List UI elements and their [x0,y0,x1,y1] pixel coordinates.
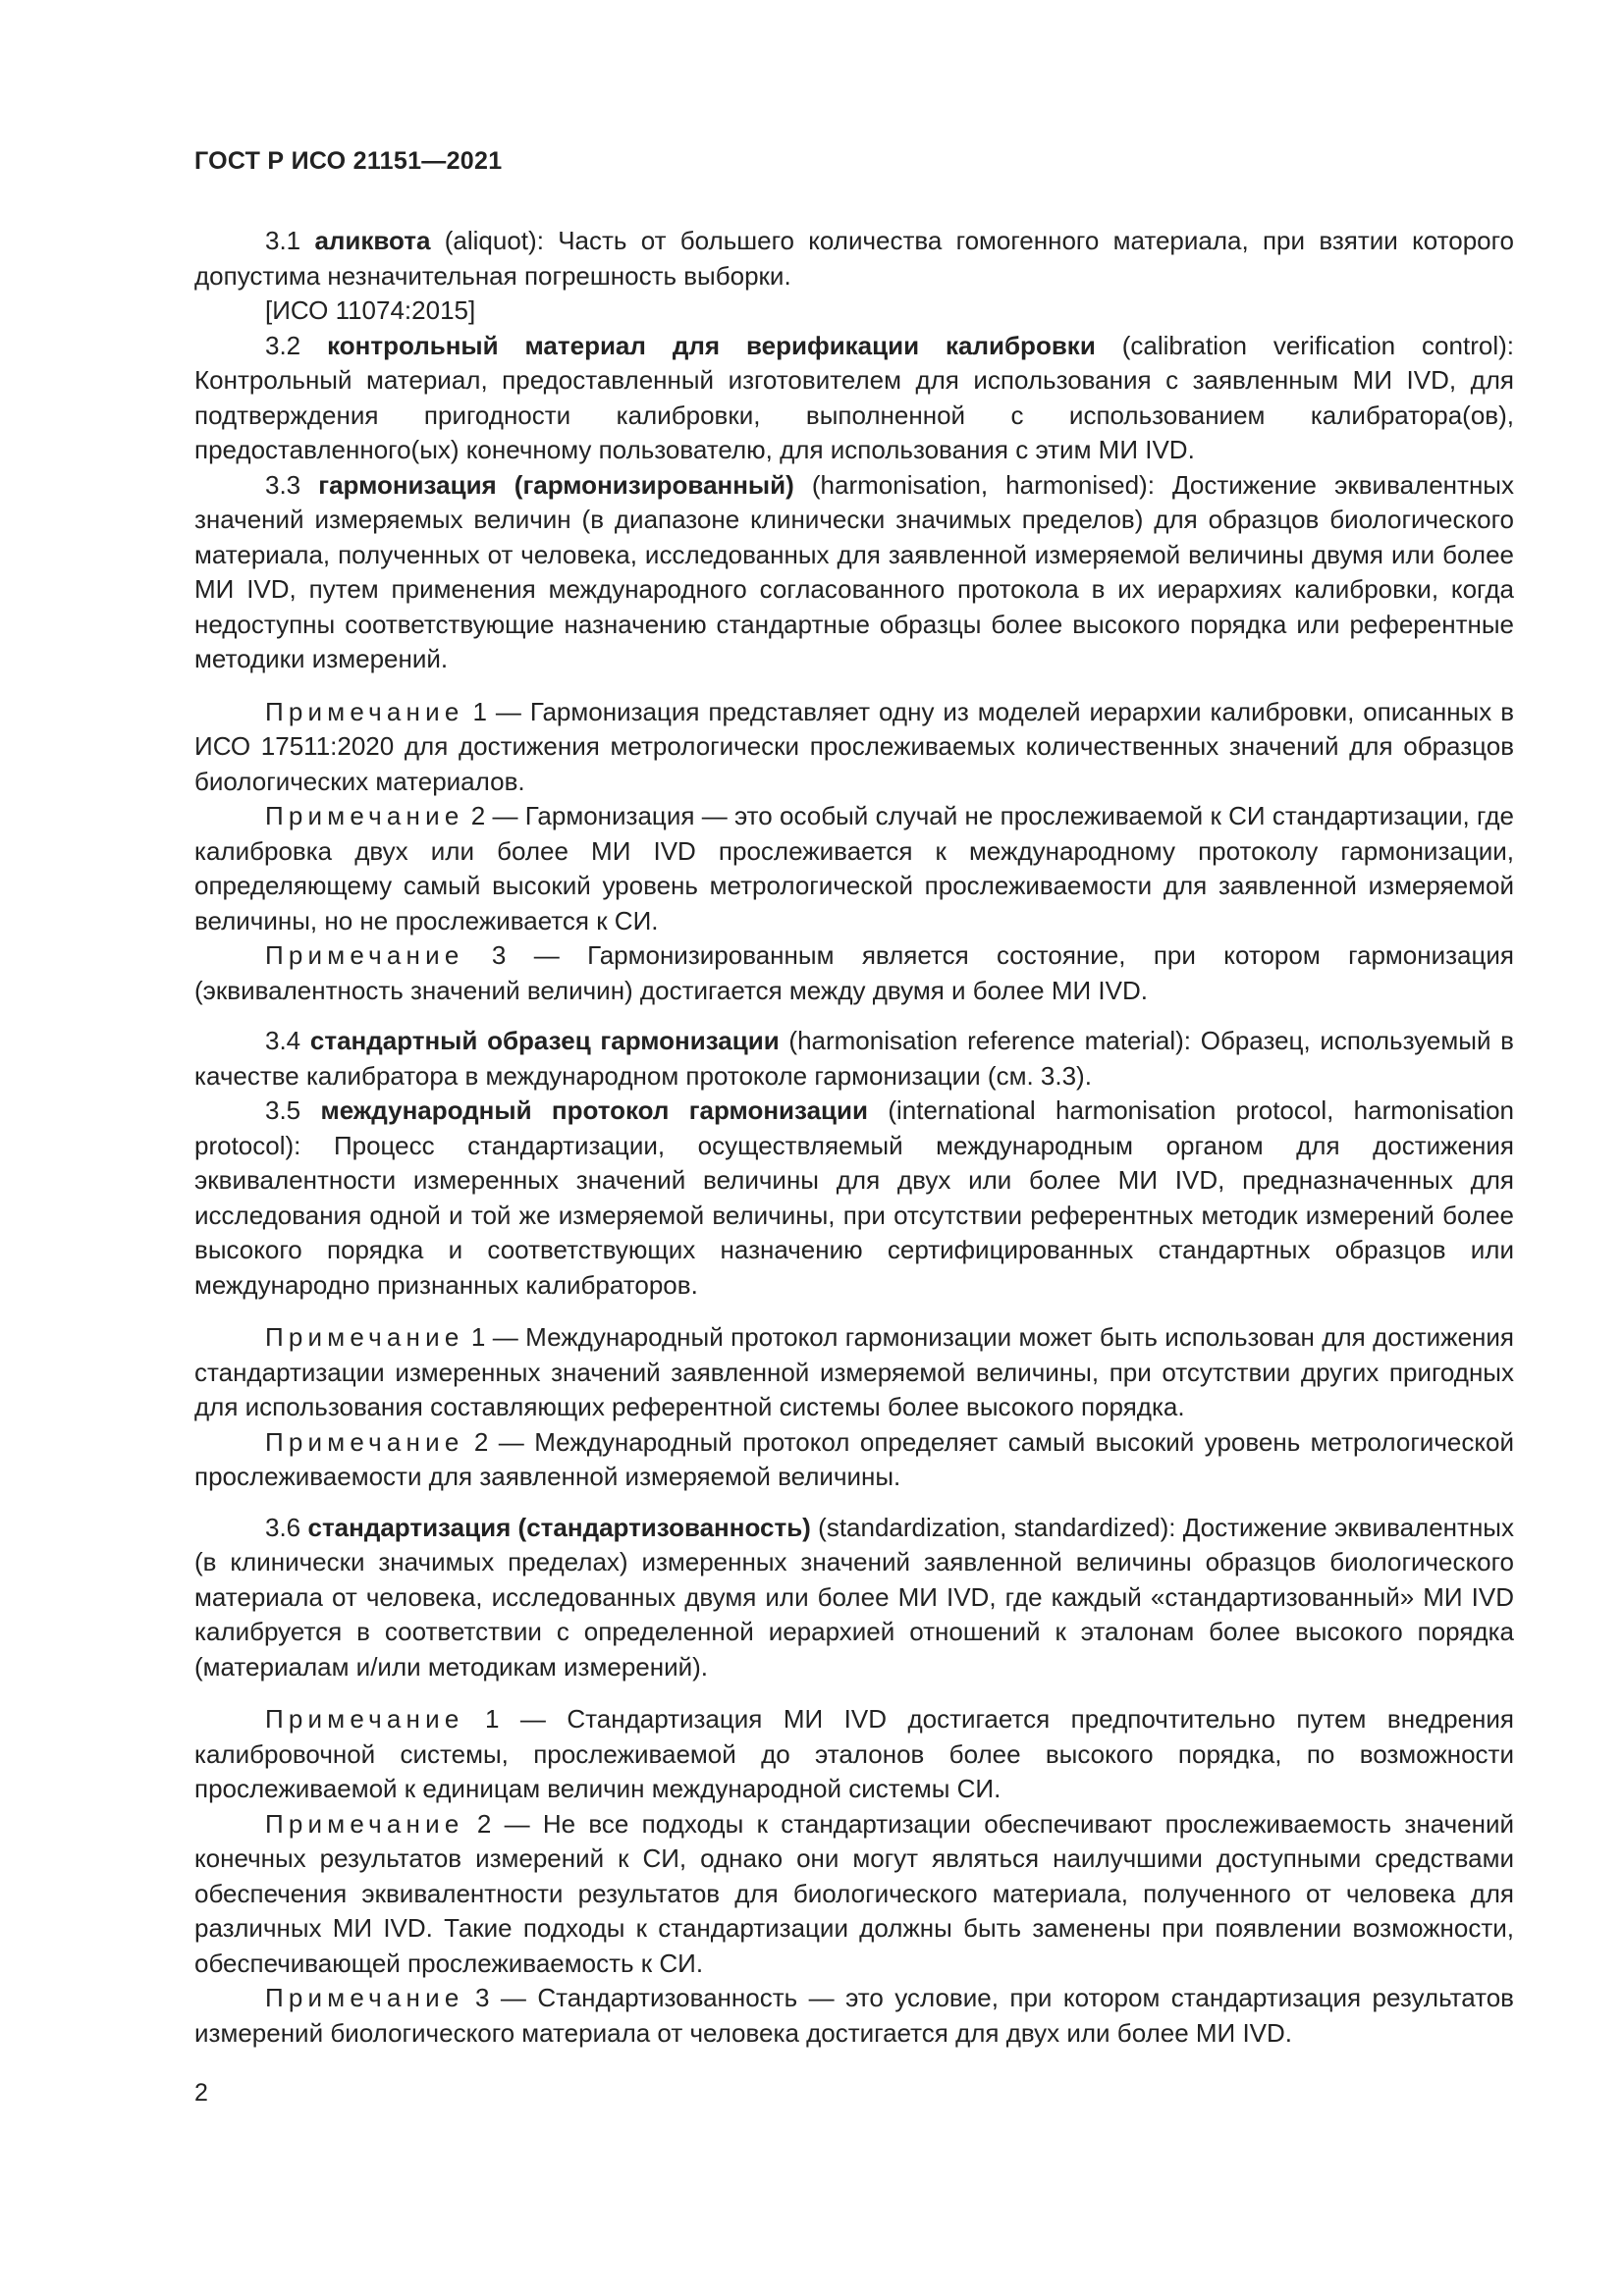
term-entry-3-5 [194,1094,1514,1495]
term-definition: 3.4 стандартный образец гармонизации (harmonisation reference material): Образец, используемый в качестве калибратора в международном протоколе гармонизации (см. 3.3). [194,1026,1514,1091]
term-source: [ИСО 11074:2015] [265,295,476,325]
term-name: контрольный материал для верификации калибровки [327,330,1096,360]
term-definition: 3.5 международный протокол гармонизации (international harmonisation protocol, harmonisation protocol): Процесс стандартизации, осуществляемый международным органом для достижения эквивалентности измеренных значений величины для двух или более МИ IVD, предназначенных для исследования одной и той же измеряемой величины, при отсутствии референтных методик измерений более высокого порядка и соответствующих назначению сертифицированных стандартных образцов или международно признанных калибраторов. [194,1095,1514,1300]
note: Примечание 1 — Стандартизация МИ IVD достигается предпочтительно путем внедрения калибровочной системы, прослеживаемой до эталонов более высокого порядка, по возможности прослеживаемой к единицам величин международной системы СИ. [194,1704,1514,1803]
note: Примечание 2 — Международный протокол определяет самый высокий уровень метрологической прослеживаемости для заявленной измеряемой величины. [194,1426,1514,1491]
term-definition: 3.3 гармонизация (гармонизированный) (harmonisation, harmonised): Достижение эквивалентных значений измеряемых величин (в диапазоне клинически значимых пределов) для образцов биологического материала, полученных от человека, исследованных для заявленной измеряемой величины двумя или более МИ IVD, путем применения международного согласованного протокола в их иерархиях калибровки, когда недоступны соответствующие назначению стандартные образцы более высокого порядка или референтные методики измерений. [194,469,1514,673]
term-definition: 3.1 аликвота (aliquot): Часть от большего количества гомогенного материала, при взятии которого допустима незначительная погрешность выборки. [194,226,1514,291]
notes-block [194,1702,1514,2051]
note: Примечание 1 — Гармонизация представляет одну из моделей иерархии калибровки, описанных в ИСО 17511:2020 для достижения метрологически прослеживаемых количественных значений для образцов биологических материалов. [194,696,1515,796]
page-number: 2 [194,2079,208,2107]
term-entry-3-2 [194,329,1514,468]
term-name: аликвота [314,226,431,255]
note: Примечание 1 — Международный протокол гармонизации может быть использован для достижения стандартизации измеренных значений заявленной измеряемой величины, при отсутствии других пригодных для использования составляющих референтной системы более высокого порядка. [194,1322,1515,1421]
document-body [194,224,1514,2066]
term-definition: 3.6 стандартизация (стандартизованность) (standardization, standardized): Достижение эквивалентных (в клинически значимых пределах) измеренных значений заявленной величины образцов биологического материала от человека, исследованных двумя или более МИ IVD, где каждый «стандартизованный» МИ IVD калибруется в соответствии с определенной иерархией отношений к эталонам более высокого порядка (материалам и/или методикам измерений). [194,1512,1514,1682]
term-name: международный протокол гармонизации [320,1095,869,1125]
term-entry-3-1 [194,224,1514,329]
note: Примечание 2 — Гармонизация — это особый случай не прослеживаемой к СИ стандартизации, где калибровка двух или более МИ IVD прослеживается к международному протоколу гармонизации, определяющему самый высокий уровень метрологической прослеживаемости для заявленной измеряемой величины, но не прослеживается к СИ. [194,801,1514,935]
term-definition: 3.2 контрольный материал для верификации калибровки (calibration verification control): Контрольный материал, предоставленный изготовителем для использования с заявленным МИ IVD, для подтверждения пригодности калибровки, выполненной с использованием калибратора(ов), предоставленного(ых) конечному пользователю, для использования с этим МИ IVD. [194,330,1514,464]
term-entry-3-6 [194,1511,1514,2052]
document-header: ГОСТ Р ИСО 21151—2021 [194,147,503,175]
note: Примечание 3 — Стандартизованность — это условие, при котором стандартизация результатов измерений биологического материала от человека достигается для двух или более МИ IVD. [194,1983,1514,2048]
notes-block [194,1320,1514,1495]
note: Примечание 3 — Гармонизированным является состояние, при котором гармонизация (эквивалентность значений величин) достигается между двумя и более МИ IVD. [194,940,1514,1005]
notes-block [194,695,1514,1009]
term-name: стандартный образец гармонизации [309,1026,780,1055]
term-name: стандартизация (стандартизованность) [307,1512,811,1542]
term-name: гармонизация (гармонизированный) [318,469,794,500]
note: Примечание 2 — Не все подходы к стандартизации обеспечивают прослеживаемость значений конечных результатов измерений к СИ, однако они могут являться наилучшими доступными средствами обеспечения эквивалентности результатов для биологического материала, полученного от человека для различных МИ IVD. Такие подходы к стандартизации должны быть заменены при появлении возможности, обеспечивающей прослеживаемость к СИ. [194,1808,1514,1978]
term-entry-3-3 [194,468,1514,1009]
term-entry-3-4 [194,1024,1514,1094]
